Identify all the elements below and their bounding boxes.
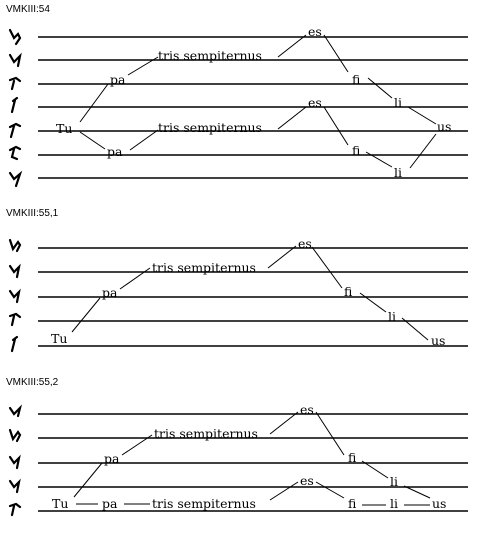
melody-connector [278, 35, 306, 57]
melody-connector [408, 107, 436, 124]
syllable-es: es [300, 473, 314, 488]
pitch-sign-glyph [10, 173, 20, 186]
syllable-es: es [300, 402, 314, 417]
melody-connector [324, 107, 348, 145]
syllable-tu: Tu [56, 121, 73, 136]
melody-connector [120, 268, 150, 289]
melody-connector [324, 35, 348, 72]
pitch-sign-glyph [12, 337, 17, 351]
melody-connector [360, 293, 386, 312]
syllable-pa: pa [104, 451, 120, 466]
section-label-vmk-54: VMKIII:54 [6, 4, 50, 15]
syllable-es: es [308, 24, 322, 39]
syllable-tris-sempiternus: tris sempiternus [158, 120, 262, 135]
syllable-tris-sempiternus: tris sempiternus [152, 260, 256, 275]
syllable-fi: fi [344, 284, 353, 299]
section-label-vmk-55-1: VMKIII:55,1 [6, 208, 59, 219]
syllable-li: li [390, 474, 398, 489]
syllable-fi: fi [352, 72, 361, 87]
pitch-sign-glyph [10, 481, 19, 492]
pitch-sign-glyph [12, 98, 17, 112]
melody-connector [80, 132, 105, 149]
syllables-section-1 [56, 24, 451, 180]
syllable-li: li [388, 309, 396, 324]
melody-connector [270, 412, 298, 434]
pitch-sign-glyph [10, 30, 20, 44]
melody-connector [368, 78, 392, 98]
syllable-es: es [298, 236, 312, 251]
pitch-signs-section-1 [10, 30, 20, 186]
syllable-li: li [390, 496, 398, 511]
melody-connector [80, 84, 108, 122]
syllable-us: us [437, 119, 452, 134]
pitch-sign-glyph [10, 78, 20, 89]
syllable-li: li [394, 95, 402, 110]
syllable-pa: pa [102, 285, 118, 300]
syllable-li: li [394, 165, 402, 180]
syllable-us: us [432, 496, 447, 511]
pitch-sign-glyph [10, 408, 20, 416]
pitch-signs-section-3 [10, 408, 20, 515]
pitch-sign-glyph [10, 314, 20, 325]
syllable-pa: pa [110, 72, 126, 87]
melody-connector [366, 152, 392, 167]
syllable-pa: pa [107, 144, 123, 159]
pitch-sign-glyph [10, 240, 20, 251]
syllable-us: us [431, 333, 446, 348]
syllable-pa: pa [102, 496, 118, 511]
melody-connector [404, 486, 430, 498]
melody-connector [312, 247, 342, 288]
melody-connector [410, 134, 436, 168]
melody-connector [130, 130, 158, 150]
pitch-sign-glyph [10, 55, 20, 66]
syllable-fi: fi [348, 450, 357, 465]
syllables-section-3 [52, 402, 446, 511]
pitch-sign-glyph [10, 504, 20, 515]
melody-connector [316, 412, 344, 455]
syllable-fi: fi [352, 143, 361, 158]
melody-connector [72, 298, 100, 332]
melody-connector [278, 107, 306, 129]
pitch-sign-glyph [10, 147, 20, 159]
pitch-sign-glyph [10, 430, 20, 441]
syllable-fi: fi [348, 496, 357, 511]
syllable-tu: Tu [51, 331, 68, 346]
melody-connector [270, 482, 298, 500]
pitch-sign-glyph [10, 266, 19, 277]
syllable-es: es [308, 95, 322, 110]
syllable-tris-sempiternus: tris sempiternus [154, 426, 258, 441]
melody-connector [74, 463, 102, 497]
syllable-tris-sempiternus: tris sempiternus [152, 496, 256, 511]
syllables-section-2 [51, 236, 445, 348]
melody-connector [316, 482, 344, 498]
pitch-sign-glyph [10, 291, 19, 302]
syllable-tu: Tu [52, 496, 69, 511]
pitch-sign-glyph [10, 457, 19, 468]
melody-connector [268, 246, 296, 268]
syllable-tris-sempiternus: tris sempiternus [158, 48, 262, 63]
pitch-sign-glyph [10, 124, 20, 137]
section-label-vmk-55-2: VMKIII:55,2 [6, 377, 59, 388]
pitch-signs-section-2 [10, 240, 20, 351]
